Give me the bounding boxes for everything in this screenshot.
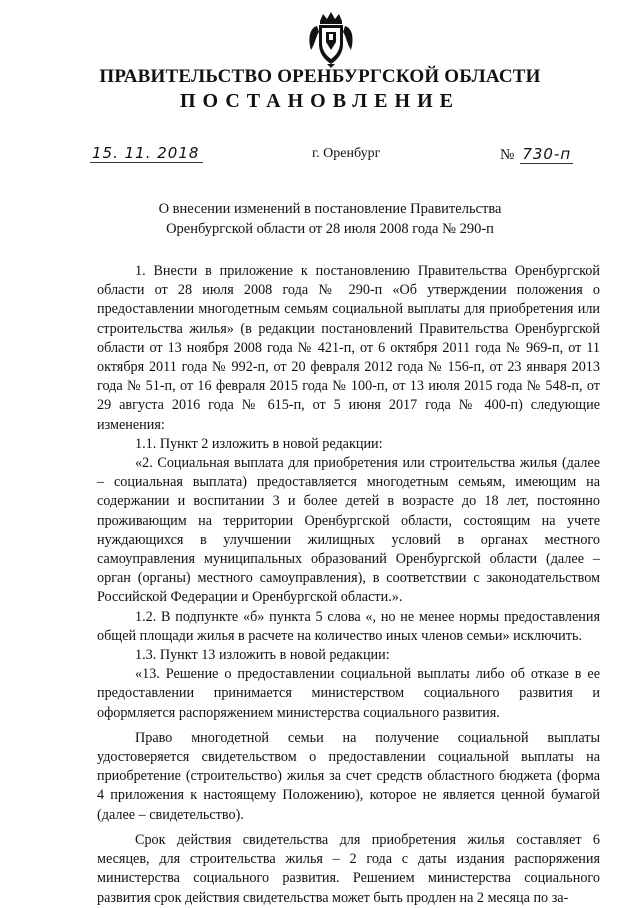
document-date: 15. 11. 2018 — [90, 144, 203, 163]
body-paragraph: 1. Внести в приложение к постановлению Правительства Оренбургской области от 28 июля 2008 года № 290-п «Об утверждении положения о предоставлении многодетным семьям социальной выплаты для приобретения или строительства жилья» (в редакции постановлений Правительства Оренбургской области от 13 ноября 2008 года № 421-п, от 6 октября 2011 года № 969-п, от 11 октября 2011 года № 992-п, от 20 февраля 2012 года № 156-п, от 23 января 2013 года № 51-п, от 16 февраля 2015 года № 100-п, от 13 июля 2015 года № 548-п, от 29 августа 2016 года № 615-п, от 5 июня 2017 года № 400-п) следующие изменения: — [97, 263, 600, 433]
document-type-title: ПОСТАНОВЛЕНИЕ — [180, 90, 460, 112]
orenburg-coat-of-arms-icon — [307, 10, 355, 68]
body-paragraph: 1.1. Пункт 2 изложить в новой редакции: — [135, 435, 383, 452]
document-body — [97, 262, 600, 908]
body-paragraph: 1.3. Пункт 13 изложить в новой редакции: — [135, 647, 390, 664]
body-paragraph: «13. Решение о предоставлении социальной выплаты либо об отказе в ее предоставлении принимается министерством социального развития и оформляется распоряжением министерства социального развития. — [97, 666, 600, 721]
document-city: г. Оренбург — [312, 146, 381, 161]
body-paragraph: Срок действия свидетельства для приобретения жилья составляет 6 месяцев, для строительства жилья – 2 года с даты издания распоряжения министерства социального развития. Решением министерства социального развития срок действия свидетельства может быть продлен на 2 месяца по за- — [97, 831, 600, 906]
document-meta-row — [0, 146, 640, 166]
body-paragraph: Право многодетной семьи на получение социальной выплаты удостоверяется свидетельством о предоставлении социальной выплаты на приобретение (строительство) жилья за счет средств областного бюджета (форма 4 приложения к настоящему Положению), которое не является ценной бумагой (далее – свидетельство). — [97, 729, 600, 823]
document-subject — [90, 199, 570, 239]
government-title: ПРАВИТЕЛЬСТВО ОРЕНБУРГСКОЙ ОБЛАСТИ — [99, 66, 541, 87]
body-paragraph: 1.2. В подпункте «б» пункта 5 слова «, но не менее нормы предоставления общей площади жилья в расчете на количество иных членов семьи» исключить. — [97, 608, 600, 644]
document-number-label: № — [500, 147, 515, 163]
document-number-value: 730-п — [522, 145, 572, 163]
subject-line: Оренбургской области от 28 июля 2008 года № 290-п — [166, 221, 494, 237]
document-number — [500, 145, 573, 164]
body-paragraph: «2. Социальная выплата для приобретения или строительства жилья (далее – социальная выплата) предоставляется многодетным семьям, имеющим на содержании и воспитании 3 и более детей в возрасте до 18 лет, постоянно проживающим на территории Оренбургской области, состоящим на учете нуждающихся в улучшении жилищных условий в органах местного самоуправления муниципальных образований Оренбургской области (далее – орган (органы) местного самоуправления), в соответствии с законодательством Российской Федерации и Оренбургской области.». — [97, 455, 600, 606]
subject-line: О внесении изменений в постановление Правительства — [158, 201, 502, 217]
